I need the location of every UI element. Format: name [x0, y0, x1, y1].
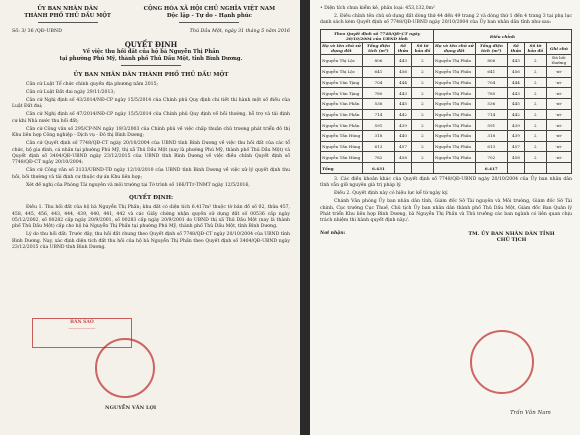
issuing-authority: ỦY BAN NHÂN DÂN THÀNH PHỐ THỦ DẦU MỘT [73, 72, 229, 78]
table-cell: Nguyễn Thị Phấn [433, 131, 475, 142]
remaining-area-line: • Diện tích chưa kiểm kê, phân loại: 453,132,0m² [320, 5, 435, 11]
item-2: 2. Điều chỉnh tên chủ sử dụng đất dòng thứ 44 đến 49 trang 2 và dòng thứ 1 đến 4 trang 3 tại phụ lục danh sách kèm Quyết định số 7748/QĐ-UBND ngày 20/10/2004 của Ủy ban nhân dân tỉnh như sau: [320, 13, 572, 25]
table-cell: 439 [507, 131, 524, 142]
table-cell: 443 [507, 54, 524, 66]
table-cell: Nguyễn Thị Phấn [433, 109, 475, 120]
table-cell [524, 163, 546, 174]
signature-block [320, 231, 572, 243]
col-parcel-2: Số thửa [507, 42, 524, 54]
table-cell [412, 163, 434, 174]
col-name-2: Họ và tên chủ sử dụng đất [435, 43, 474, 54]
table-cell: 2 [412, 99, 434, 110]
document-number: Số: 3/ 36 /QĐ-UBND [12, 29, 62, 34]
table-cell: 536 [475, 99, 507, 110]
table-cell: 318 [475, 131, 507, 142]
table-row [321, 141, 572, 152]
table-cell: Nguyễn Thị Phấn [433, 77, 475, 88]
table-group-new: Điều chỉnh [433, 30, 571, 42]
table-total-row [321, 163, 572, 174]
table-cell [507, 163, 524, 174]
table-cell: Nguyễn Thị Lộc [321, 66, 363, 77]
table-body [321, 54, 572, 173]
copy-signer-name: NGUYỄN VĂN LỢI [105, 405, 157, 411]
table-cell: Nguyễn Tấn Hùng [321, 152, 363, 163]
legal-basis: Xét đề nghị của Phòng Tài nguyên và môi trường tại Tờ trình số 166/TTr-TNMT ngày 12/5/2016, [26, 182, 250, 188]
table-cell: 442 [507, 109, 524, 120]
table-cell: Nguyễn Văn Phấn [321, 99, 363, 110]
table-cell: 445 [394, 99, 411, 110]
table-cell: Nguyễn Thị Phấn [433, 88, 475, 99]
article-1: Điều 1. Thu hồi đất của hộ bà Nguyễn Thị Phấn; khu đất có diện tích 6.417m² thuộc tờ bản đồ số 02, thửa 457, 458, 445, 456, 443, 444, 439, 440, 441, 442 và các Giấy chứng nhận quyền sử dụng đất số 00536 cấp ngày 05/12/2002, số 00282 cấp ngày 20/9/2001, số 00283 cấp ngày 20/9/2001 do UBND thị xã Thủ Dầu Một (nay là thành phố Thủ Dầu Một) cấp cho hộ bà Nguyễn Thị Phấn tại phường Phú Mỹ, thành phố Thủ Dầu Một, tỉnh Bình Dương. [12, 205, 290, 230]
table-cell: 2 [524, 152, 546, 163]
table-cell: 458 [394, 152, 411, 163]
table-cell: 2 [412, 88, 434, 99]
table-cell: 2 [524, 131, 546, 142]
col-sheet-2: Số tờ bản đồ [524, 42, 546, 54]
table-cell: 780 [475, 88, 507, 99]
table-cell: 445 [507, 99, 524, 110]
divider [179, 22, 239, 23]
legal-basis: Căn cứ Nghị định số 43/2014/NĐ-CP ngày 15/5/2014 của Chính phủ Quy định chi tiết thi hành một số điều của Luật Đất đai; [12, 98, 290, 110]
table-cell: 2 [412, 77, 434, 88]
col-parcel: Số thửa [394, 42, 411, 54]
table-cell: 704 [362, 77, 394, 88]
table-row [321, 120, 572, 131]
table-cell: -nt- [546, 131, 571, 142]
table-cell: 2 [524, 54, 546, 66]
table-cell: 6.417 [475, 163, 507, 174]
table-cell: 704 [475, 77, 507, 88]
col-name: Họ và tên chủ sử dụng đất [322, 43, 361, 54]
copy-stamp-text: BẢN SAO [70, 320, 94, 325]
table-cell: -nt- [546, 152, 571, 163]
item-3: 3. Các điều khoản khác của Quyết định số 7748/QĐ-UBND ngày 20/10/2004 của Ủy ban nhân dân tỉnh vẫn giữ nguyên giá trị pháp lý. [320, 176, 572, 189]
table-cell: Nguyễn Thị Phấn [433, 152, 475, 163]
table-cell: 2 [412, 120, 434, 131]
right-document-page [310, 0, 580, 435]
table-cell: 457 [507, 141, 524, 152]
table-cell: -nt- [546, 109, 571, 120]
table-cell: Nguyễn Thị Phấn [433, 120, 475, 131]
table-cell: -nt- [546, 88, 571, 99]
legal-basis: Căn cứ Nghị định số 47/2014/NĐ-CP ngày 15/5/2014 của Chính phủ Quy định về bồi thường, hỗ trợ và tái định cư khi Nhà nước thu hồi đất; [12, 112, 290, 124]
table-cell: 456 [507, 66, 524, 77]
table-cell [394, 163, 411, 174]
org-name: ỦY BAN NHÂN DÂN [37, 6, 98, 12]
table-cell: 6.431 [362, 163, 394, 174]
table-cell: 439 [394, 120, 411, 131]
legal-basis: Căn cứ Công văn số 295/CP-NN ngày 19/3/2003 của Chính phủ về việc chấp thuận chủ trương phát triển đô thị Khu liên hợp Công nghiệp - Dịch vụ - Đô thị Bình Dương; [12, 126, 290, 139]
document-type: QUYẾT ĐỊNH [124, 40, 178, 49]
table-cell: 444 [507, 77, 524, 88]
legal-basis: Căn cứ Công văn số 3133/UBND-TĐ ngày 12/10/2010 của UBND tỉnh Bình Dương về việc xử lý quyết định thu hồi, bồi thường và tái định cư thuộc dự án Khu liên hợp; [12, 168, 290, 180]
table-cell: 2 [412, 131, 434, 142]
table-cell: Nguyễn Văn Tặng [321, 88, 363, 99]
table-group-old: Theo Quyết định số 7748/QĐ-CT ngày 20/10/2004 của UBND tỉnh [321, 30, 434, 42]
table-cell: Nguyễn Văn Tặng [321, 77, 363, 88]
table-row [321, 131, 572, 142]
table-cell: 641 [362, 66, 394, 77]
table-row [321, 99, 572, 110]
table-row [321, 66, 572, 77]
table-cell: Nguyễn Tấn Hùng [321, 131, 363, 142]
table-cell: 2 [524, 66, 546, 77]
table-cell: -nt- [546, 99, 571, 110]
reference-line [12, 29, 290, 34]
table-cell: 780 [362, 88, 394, 99]
adjustment-table [320, 29, 572, 173]
table-cell: 613 [475, 141, 507, 152]
article-2: Điều 2. Quyết định này có hiệu lực kể từ ngày ký. [334, 191, 449, 197]
col-area: Tổng diện tích (m²) [362, 42, 394, 54]
table-cell: 318 [362, 131, 394, 142]
table-cell: Tổng [321, 163, 363, 174]
divider [38, 22, 98, 23]
table-cell: -nt- [546, 120, 571, 131]
table-cell: 536 [362, 99, 394, 110]
document-header [12, 6, 290, 25]
table-cell: 714 [362, 109, 394, 120]
table-cell: 641 [475, 66, 507, 77]
table-cell [433, 163, 475, 174]
table-cell: -nt- [546, 141, 571, 152]
table-cell: 444 [394, 77, 411, 88]
table-row [321, 54, 572, 66]
table-cell: Nguyễn Thị Phấn [433, 54, 475, 66]
signature-title-1: TM. ỦY BAN NHÂN DÂN TỈNH [468, 230, 555, 237]
table-cell: 782 [362, 152, 394, 163]
signer-name: Trần Văn Nam [510, 410, 551, 416]
subject-line-1: Về việc thu hồi đất của hộ bà Nguyễn Thị Phấn [82, 49, 220, 55]
article-1-reason: Lý do thu hồi đất: Trước đây, thu hồi đất chung theo Quyết định số 7748/QĐ-CT ngày 20/10/2004 của UBND tỉnh Bình Dương. Nay, xác định diện tích đất thu hồi của hộ bà Nguyễn Thị Phấn theo Quyết định số 3404/QĐ-UBND ngày 23/12/2015 của UBND tỉnh Bình Dương. [12, 232, 290, 251]
legal-basis: Căn cứ Luật Tổ chức chính quyền địa phương năm 2015; [26, 82, 159, 87]
table-cell: 2 [524, 77, 546, 88]
col-note: Ghi chú [546, 42, 571, 54]
article-3: Chánh Văn phòng Ủy ban nhân dân tỉnh, Giám đốc Sở Tài nguyên và Môi trường, Giám đốc Sở Tài chính, Cục trưởng Cục Thuế, Chủ tịch Ủy ban nhân dân thành phố Thủ Dầu Một, Giám đốc Ban Quản lý Phát triển Khu liên hợp Bình Dương, bà Nguyễn Thị Phấn và Thủ trưởng các ban ngành có liên quan chịu trách nhiệm thi hành quyết định này./. [320, 199, 572, 224]
table-cell: 443 [394, 88, 411, 99]
motto: Độc lập - Tự do - Hạnh phúc [166, 13, 252, 19]
table-cell: Nguyễn Văn Phấn [321, 120, 363, 131]
divider [121, 65, 181, 66]
table-cell: 2 [524, 141, 546, 152]
table-cell: Nguyễn Thị Lộc [321, 54, 363, 66]
table-cell: 806 [475, 54, 507, 66]
table-cell: 591 [475, 120, 507, 131]
table-cell: 443 [507, 88, 524, 99]
table-cell: 2 [412, 141, 434, 152]
table-row [321, 88, 572, 99]
subject-line-2: tại phường Phú Mỹ, thành phố Thủ Dầu Một, tỉnh Bình Dương. [59, 56, 243, 62]
table-row [321, 109, 572, 120]
table-cell: 2 [524, 120, 546, 131]
table-cell: 806 [362, 54, 394, 66]
table-cell: 457 [394, 141, 411, 152]
table-row [321, 77, 572, 88]
table-cell: -nt- [546, 77, 571, 88]
legal-basis: Căn cứ Quyết định số 7748/QĐ-CT ngày 20/10/2004 của UBND tỉnh Bình Dương về việc thu hồi đất của các tổ chức, hộ gia đình, cá nhân tại phường Phú Mỹ, thị xã Thủ Dầu Một (nay là phường Phú Mỹ, thành phố Thủ Dầu Một) và Quyết định số 3404/QĐ-UBND ngày 23/12/2015 của UBND tỉnh Bình Dương về việc điều chỉnh Quyết định số 7748/QĐ-CT ngày 20/10/2004; [12, 141, 290, 166]
table-cell: 2 [412, 66, 434, 77]
table-cell: Đã bồi thường [546, 54, 571, 66]
org-name-2: THÀNH PHỐ THỦ DẦU MỘT [24, 13, 111, 19]
copy-stamp: BẢN SAO —————— [32, 318, 132, 348]
table-cell: 2 [524, 109, 546, 120]
place-date: Thủ Dầu Một, ngày 31 tháng 5 năm 2016 [189, 29, 290, 34]
table-cell: 440 [394, 131, 411, 142]
table-row [321, 152, 572, 163]
table-cell: 456 [394, 66, 411, 77]
table-cell: 443 [394, 54, 411, 66]
nation-name: CỘNG HÒA XÃ HỘI CHỦ NGHĨA VIỆT NAM [143, 6, 276, 12]
table-cell [546, 163, 571, 174]
table-cell: Nguyễn Thị Phấn [433, 141, 475, 152]
table-cell: Nguyễn Thị Phấn [433, 66, 475, 77]
table-cell: -nt- [546, 66, 571, 77]
table-cell: 591 [362, 120, 394, 131]
red-seal [95, 338, 155, 398]
table-cell: 702 [475, 152, 507, 163]
table-cell: 2 [524, 99, 546, 110]
table-cell: Nguyễn Tấn Hùng [321, 141, 363, 152]
col-area-2: Tổng diện tích (m²) [475, 42, 507, 54]
table-cell: 714 [475, 109, 507, 120]
col-sheet: Số tờ bản đồ [412, 42, 434, 54]
table-cell: 2 [412, 109, 434, 120]
table-cell: Nguyễn Thị Phấn [433, 99, 475, 110]
signature-title-2: CHỦ TỊCH [496, 236, 527, 243]
table-cell: Nguyễn Văn Phấn [321, 109, 363, 120]
table-cell: 613 [362, 141, 394, 152]
decide-heading: QUYẾT ĐỊNH: [128, 195, 174, 202]
table-cell: 2 [524, 88, 546, 99]
table-cell: 2 [412, 152, 434, 163]
table-cell: 439 [507, 120, 524, 131]
red-seal [470, 330, 534, 394]
table-cell: 2 [412, 54, 434, 66]
recipients-label: Nơi nhận: [320, 230, 346, 236]
table-cell: 458 [507, 152, 524, 163]
legal-basis: Căn cứ Luật Đất đai ngày 29/11/2013; [26, 90, 115, 95]
table-cell: 442 [394, 109, 411, 120]
